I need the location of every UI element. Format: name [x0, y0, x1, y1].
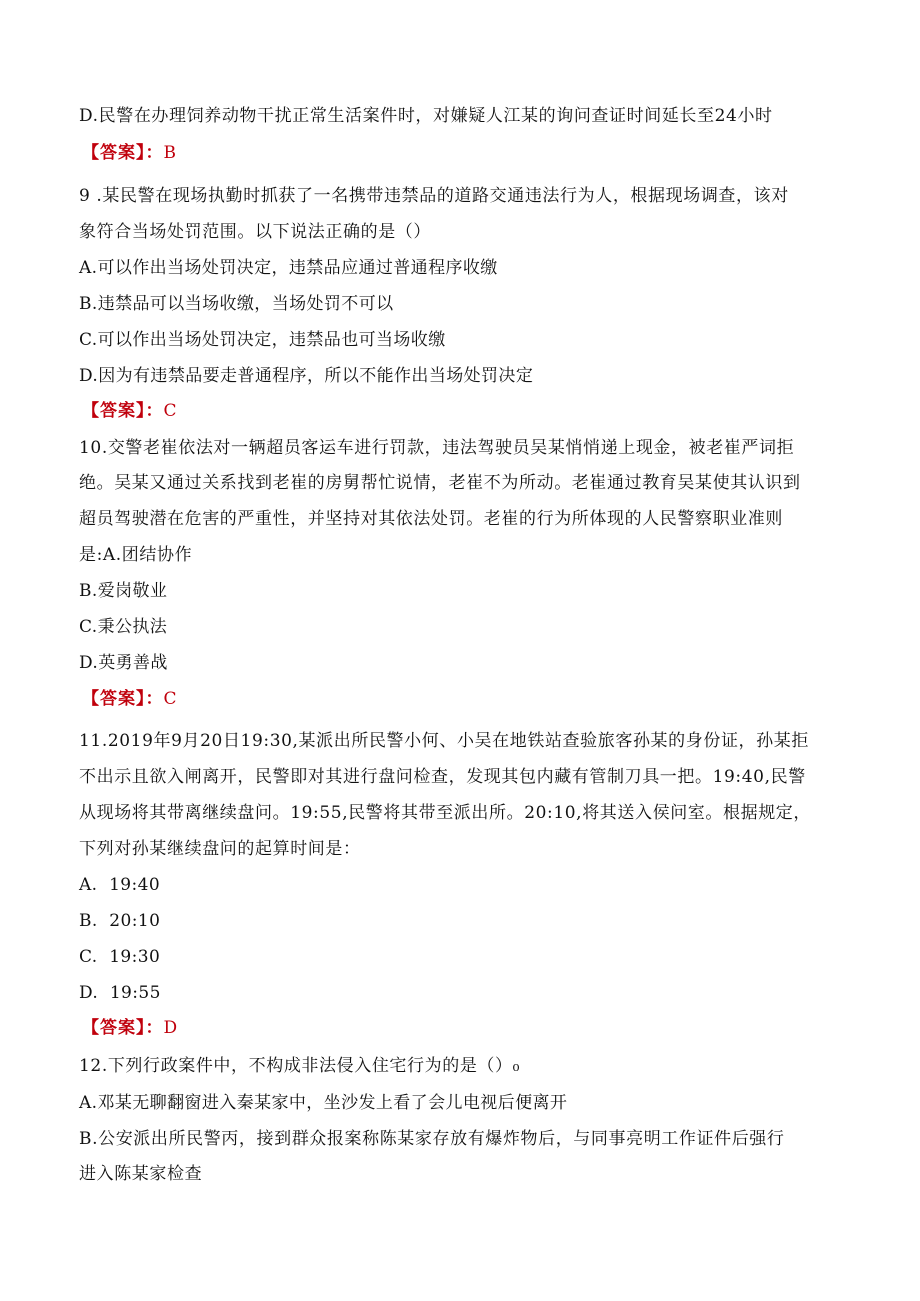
option-d-q10: D.英勇善战 — [79, 653, 168, 673]
option-b-q9: B.违禁品可以当场收缴，当场处罚不可以 — [79, 294, 394, 314]
question-12-line-1: 12.下列行政案件中，不构成非法侵入住宅行为的是（）₀ — [79, 1056, 521, 1076]
question-10-line-4: 是:A.团结协作 — [79, 545, 193, 565]
answer-q10 — [82, 687, 177, 711]
answer-q8 — [82, 141, 176, 165]
option-c-q9: C.可以作出当场处罚决定，违禁品也可当场收缴 — [79, 330, 446, 350]
answer-label: 【答案】： — [82, 689, 164, 709]
question-11-line-1: 11.2019年9月20日19:30,某派出所民警小何、小吴在地铁站查验旅客孙某的身份证，孙某拒 — [79, 731, 809, 751]
option-d-q9: D.因为有违禁品要走普通程序，所以不能作出当场处罚决定 — [79, 366, 534, 386]
answer-value: B — [163, 143, 176, 163]
question-11-line-3: 从现场将其带离继续盘问。19:55,民警将其带至派出所。20:10,将其送入侯问室。根据规定， — [79, 803, 811, 823]
question-10-line-3: 超员驾驶潜在危害的严重性，并坚持对其依法处罚。老崔的行为所体现的人民警察职业准则 — [79, 509, 783, 529]
question-10-line-1: 10.交警老崔依法对一辆超员客运车进行罚款，违法驾驶员吴某悄悄递上现金，被老崔严词拒 — [79, 438, 795, 458]
option-c-q10: C.秉公执法 — [79, 617, 168, 637]
option-d-q8: D.民警在办理饲养动物干扰正常生活案件时，对嫌疑人江某的询问查证时间延长至24小时 — [79, 106, 773, 126]
answer-value: C — [163, 689, 177, 709]
answer-q9 — [82, 399, 177, 423]
option-b-q11: B. 20:10 — [79, 911, 161, 931]
option-d-q11: D. 19:55 — [79, 983, 161, 1003]
answer-label: 【答案】： — [82, 1018, 164, 1038]
option-b-q12-line-1: B.公安派出所民警丙，接到群众报案称陈某家存放有爆炸物后，与同事亮明工作证件后强行 — [79, 1129, 785, 1149]
option-b-q12-line-2: 进入陈某家检查 — [79, 1164, 203, 1184]
answer-label: 【答案】： — [82, 401, 164, 421]
answer-value: D — [163, 1018, 178, 1038]
option-a-q12: A.邓某无聊翻窗进入秦某家中，坐沙发上看了会儿电视后便离开 — [79, 1093, 568, 1113]
option-a-q11: A. 19:40 — [79, 875, 161, 895]
question-11-line-4: 下列对孙某继续盘问的起算时间是： — [79, 839, 361, 859]
question-11-line-2: 不出示且欲入闸离开，民警即对其进行盘问检查，发现其包内藏有管制刀具一把。19:40,民警 — [79, 767, 806, 787]
option-b-q10: B.爱岗敬业 — [79, 581, 168, 601]
option-c-q11: C. 19:30 — [79, 947, 161, 967]
question-9-line-2: 象符合当场处罚范围。以下说法正确的是（） — [79, 222, 431, 242]
option-a-q9: A.可以作出当场处罚决定，违禁品应通过普通程序收缴 — [79, 258, 498, 278]
answer-q11 — [82, 1016, 177, 1040]
answer-label: 【答案】： — [82, 143, 164, 163]
answer-value: C — [163, 401, 177, 421]
question-10-line-2: 绝。吴某又通过关系找到老崔的房舅帮忙说情，老崔不为所动。老崔通过教育吴某使其认识到 — [79, 473, 801, 493]
question-9-line-1: 9 .某民警在现场执勤时抓获了一名携带违禁品的道路交通违法行为人，根据现场调查，该对 — [79, 186, 789, 206]
